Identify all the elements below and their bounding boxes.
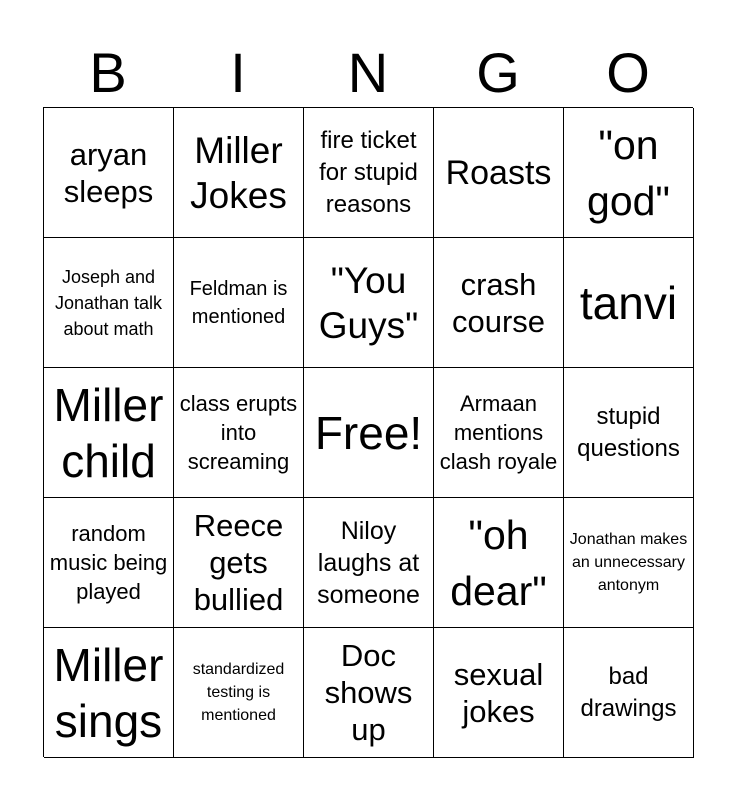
bingo-cell-text: "You Guys" (318, 259, 419, 346)
bingo-cell-text: Free! (314, 406, 423, 459)
header-letter-o: O (606, 41, 650, 104)
bingo-cell[interactable] (44, 108, 174, 238)
bingo-cell[interactable] (174, 498, 304, 628)
bingo-cell[interactable] (44, 628, 174, 758)
bingo-cell free-space[interactable] (304, 368, 434, 498)
bingo-cell[interactable] (174, 108, 304, 238)
header-letter-n: N (347, 41, 389, 104)
bingo-cell[interactable] (564, 238, 694, 368)
bingo-cell[interactable] (434, 368, 564, 498)
bingo-cell-text: Miller sings (53, 638, 164, 747)
bingo-cell[interactable] (44, 238, 174, 368)
bingo-cell-text: Niloy laughs at someone (317, 516, 420, 609)
bingo-cell[interactable] (434, 108, 564, 238)
bingo-cell-text: aryan sleeps (63, 136, 154, 209)
bingo-cell-text: standardized testing is mentioned (192, 661, 285, 724)
bingo-cell[interactable] (44, 368, 174, 498)
header-letter-i: I (230, 41, 246, 104)
bingo-cell-text: Feldman is mentioned (189, 277, 288, 328)
bingo-cell-text: tanvi (579, 276, 678, 329)
bingo-cell-text: "on god" (587, 121, 670, 224)
bingo-cell-text: Miller Jokes (190, 129, 287, 216)
bingo-cell-text: sexual jokes (453, 656, 544, 729)
bingo-cell-text: Roasts (445, 153, 552, 192)
bingo-cell[interactable] (304, 498, 434, 628)
header-letter-g: G (476, 41, 520, 104)
bingo-cell-text: Doc shows up (324, 638, 413, 747)
bingo-cell-text: random music being played (49, 521, 168, 604)
bingo-cell[interactable] (564, 108, 694, 238)
header-letter-b: B (89, 41, 127, 104)
bingo-cell-text: crash course (451, 266, 546, 339)
bingo-grid (43, 107, 693, 757)
bingo-header (43, 38, 693, 108)
bingo-cell[interactable] (434, 238, 564, 368)
bingo-cell-text: fire ticket for stupid reasons (319, 126, 418, 218)
bingo-cell-text: Armaan mentions clash royale (439, 391, 558, 474)
bingo-cell[interactable] (174, 238, 304, 368)
bingo-cell[interactable] (434, 498, 564, 628)
bingo-cell-text: Joseph and Jonathan talk about math (54, 266, 163, 339)
bingo-cell[interactable] (174, 368, 304, 498)
bingo-cell[interactable] (564, 628, 694, 758)
bingo-cell-text: Jonathan makes an unnecessary antonym (569, 531, 688, 594)
bingo-cell[interactable] (44, 498, 174, 628)
bingo-cell[interactable] (564, 498, 694, 628)
bingo-cell-text: bad drawings (580, 662, 677, 722)
bingo-cell[interactable] (304, 238, 434, 368)
bingo-cell[interactable] (174, 628, 304, 758)
bingo-cell[interactable] (304, 628, 434, 758)
bingo-cell[interactable] (434, 628, 564, 758)
bingo-cell[interactable] (304, 108, 434, 238)
bingo-cell-text: stupid questions (577, 402, 680, 462)
bingo-cell-text: "oh dear" (450, 511, 547, 614)
bingo-cell-text: class erupts into screaming (179, 391, 298, 474)
bingo-cell-text: Reece gets bullied (193, 508, 284, 617)
bingo-cell[interactable] (564, 368, 694, 498)
bingo-cell-text: Miller child (53, 378, 164, 487)
